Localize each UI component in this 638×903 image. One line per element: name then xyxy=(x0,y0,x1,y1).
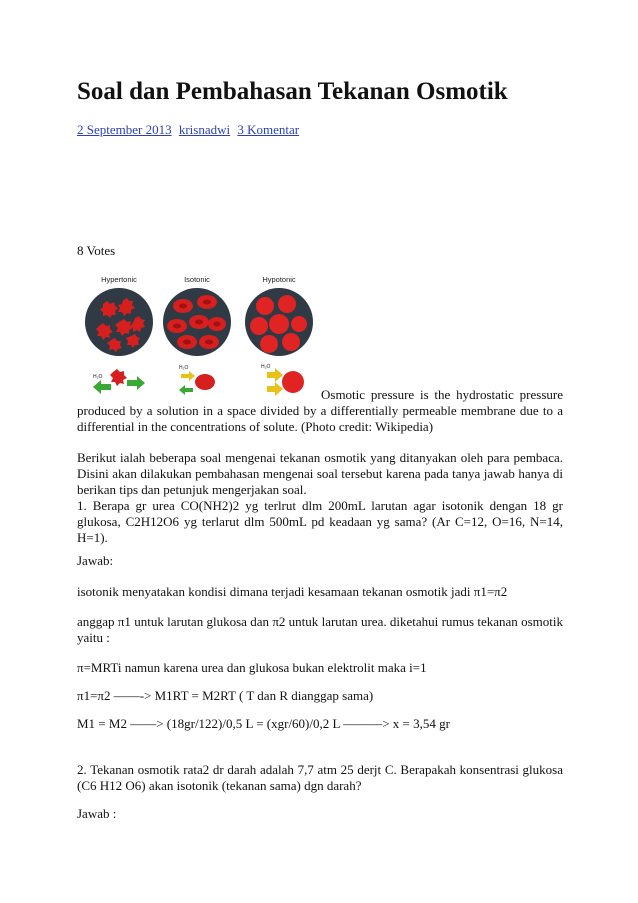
answer-1-line-5: M1 = M2 ——> (18gr/122)/0,5 L = (xgr/60)/0,2 L ———> x = 3,54 gr xyxy=(77,716,450,731)
answer-1-line-2: anggap π1 untuk larutan glukosa dan π2 untuk larutan urea. diketahui rumus tekanan osmotik yaitu : xyxy=(77,614,563,645)
osmosis-figure xyxy=(83,272,323,402)
author-link[interactable]: krisnadwi xyxy=(178,122,231,137)
question-2: 2. Tekanan osmotik rata2 dr darah adalah 7,7 atm 25 derjt C. Berapakah konsentrasi glukosa (C6 H12 O6) akan isotonik (tekanan sama) dgn darah? xyxy=(77,762,563,793)
water-label-2: H₂O xyxy=(179,365,189,371)
figure-caption-text: Osmotic pressure is the hydrostatic pressure produced by a solution in a space divided by a differentially permeable membrane due to a differential in the concentrations of solute. (Photo credit: Wikipedia) xyxy=(77,387,563,434)
answer-1-heading: Jawab: xyxy=(77,553,114,568)
page-title: Soal dan Pembahasan Tekanan Osmotik xyxy=(77,78,508,105)
votes-count: 8 Votes xyxy=(77,243,116,258)
comments-link[interactable]: 3 Komentar xyxy=(237,122,300,137)
answer-1-line-1: isotonik menyatakan kondisi dimana terjadi kesamaan tekanan osmotik jadi π1=π2 xyxy=(77,584,508,599)
label-hypotonic: Hypotonic xyxy=(262,275,296,284)
intro-paragraph: Berikut ialah beberapa soal mengenai tekanan osmotik yang ditanyakan oleh para pembaca. Disini akan dilakukan pembahasan mengenai soal tersebut karena pada tanya jawab hanya di berikan tips dan petunjuk mengerjakan soal. xyxy=(77,450,563,497)
answer-2-heading: Jawab : xyxy=(77,806,117,821)
label-isotonic: Isotonic xyxy=(184,275,210,284)
question-1: 1. Berapa gr urea CO(NH2)2 yg terlrut dlm 200mL larutan agar isotonik dengan 18 gr glukosa, C2H12O6 yg terlarut dlm 500mL pd keadaan yg sama? (Ar C=12, O=16, N=14, H=1). xyxy=(77,498,563,545)
answer-1-line-4: π1=π2 ——-> M1RT = M2RT ( T dan R dianggap sama) xyxy=(77,688,374,703)
answer-1-line-3: π=MRTi namun karena urea dan glukosa bukan elektrolit maka i=1 xyxy=(77,660,427,675)
post-meta xyxy=(77,122,303,138)
label-hypertonic: Hypertonic xyxy=(101,275,137,284)
water-label-3: H₂O xyxy=(261,364,271,370)
post-date-link[interactable]: 2 September 2013 xyxy=(77,122,172,137)
figure-caption xyxy=(77,387,563,435)
water-label-1: H₂O xyxy=(93,374,103,380)
